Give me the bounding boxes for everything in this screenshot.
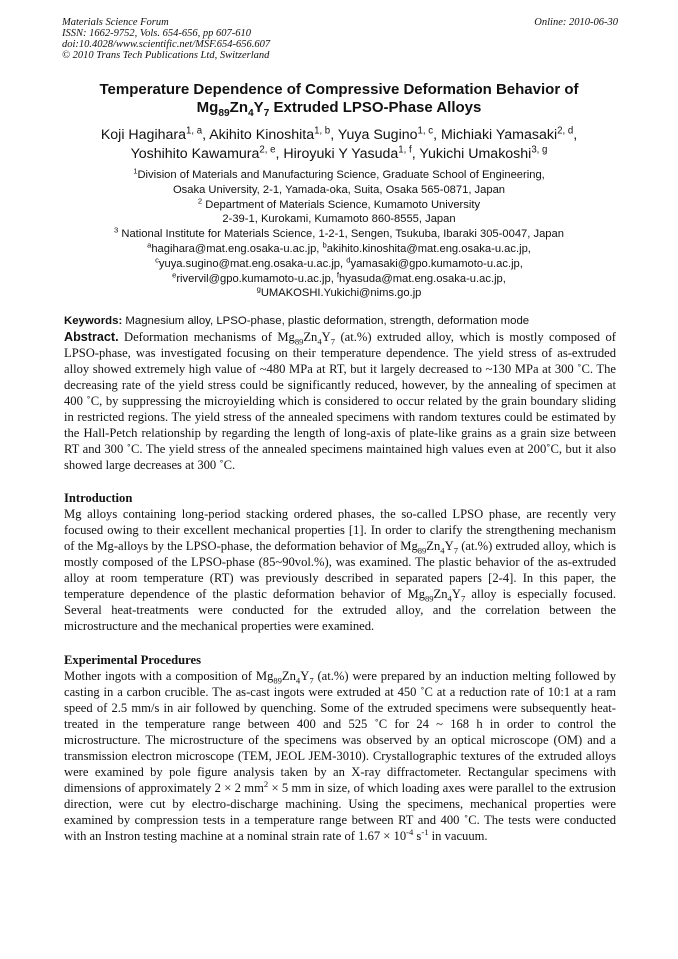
introduction-section: Introduction Mg alloys containing long-period stacking ordered phases, the so-called LPSO phase, are recently very focused owing to their excellent mechanical properties [1]. In order to clarify the strengthening mechanism of the Mg-alloys by the LPSO-phase, the deformation behavior of $Mg_{89}Zn_4Y_7$ (at.%) extruded alloy, which is mostly composed of the LPSO-phase (85~90vol.%), was examined. The plastic behavior of the as-extruded alloy at room temperature (RT) was previously described in separated papers [2-4]. In this paper, the temperature dependence of the plastic deformation behavior of $Mg_{89}Zn_4Y_7$ alloy is especially focused. Several heat-treatments were conducted for the extruded alloy, and the correlation between the microstructure and the mechanical properties were examined. (64, 491, 617, 633)
keywords-label: Keywords: (64, 315, 123, 327)
doi-line: doi:10.4028/www.scientific.net/MSF.654-656.607 (62, 39, 271, 50)
author: Michiaki Yamasaki (440, 127, 558, 143)
email: UMAKOSHI.Yukichi@nims.go.jp (260, 287, 422, 300)
affiliations: $^1$Division of Materials and Manufacturing Science, Graduate School of Engineering, Osaka University, 2-1, Yamada-oka, Suita, Osaka 565-0871, Japan $^2$ Department of Materials Science, Kumamoto University 2-39-1, Kurokami, Kumamoto 860-8555, Japan $^3$ National Institute for Materials Science, 1-2-1, Sengen, Tsukuba, Ibaraki 305-0047, Japan $^a$hagihara@mat.eng.osaka-u.ac.jp, $^b$akihito.kinoshita@mat.eng.osaka-u.ac.jp, $^c$yuya.sugino@mat.eng.osaka-u.ac.jp, $^d$yamasaki@gpo.kumamoto-u.ac.jp, $^e$rivervil@gpo.kumamoto-u.ac.jp, $^f$hyasuda@mat.eng.osaka-u.ac.jp, $^g$UMAKOSHI.Yukichi@nims.go.jp (114, 166, 564, 300)
alloy-formula: $Mg_{89}Zn_4Y_7$ (255, 669, 314, 686)
copyright-line: © 2010 Trans Tech Publications Ltd, Switzerland (62, 50, 270, 61)
section-heading: Introduction (64, 491, 133, 505)
author: Koji Hagihara (100, 127, 186, 143)
alloy-formula: $Mg_{89}Zn_4Y_7$ (407, 587, 466, 604)
author-list: Koji Hagihara$^{1, a}$, Akihito Kinoshita$^{1, b}$, Yuya Sugino$^{1, c}$, Michiaki Yamasaki$^{2, d}$, Yoshihito Kawamura$^{2, e}$, Hiroyuki Y Yasuda$^{1, f}$, Yukichi Umakoshi$^{3, g}$ (100, 125, 578, 162)
abstract: Abstract. Deformation mechanisms of $Mg_{89}Zn_4Y_7$ (at.%) extruded alloy, which is mostly composed of LPSO-phase, was investigated focusing on their temperature dependence. The yield stress of as-extruded alloy showed extremely high value of ~480 MPa at RT, but it largely decreased to ~130 MPa at 300 ˚C. The decreasing rate of the yield stress could be significantly reduced, however, by the annealing of specimen at 400 ˚C, by suppressing the microyielding which is considered to occur related by the grain boundary sliding in restricted regions. The yield stress of the annealed specimens with random textures could be estimated by the Hall-Petch relationship by regarding the length of long-axis of plate-like grains as a grain size between RT and 300 ˚C. The yield stress of the annealed specimens maintained high values even at 200˚C, but it also showed large decreases at 300 ˚C. (64, 330, 616, 472)
email: rivervil@gpo.kumamoto-u.ac.jp, (176, 272, 337, 285)
journal-name: Materials Science Forum (62, 17, 169, 28)
author: Hiroyuki Y Yasuda (283, 146, 399, 162)
affiliation-3: National Institute for Materials Science, 1-2-1, Sengen, Tsukuba, Ibaraki 305-0047, Japan (118, 228, 564, 241)
email: yamasaki@gpo.kumamoto-u.ac.jp, (350, 257, 523, 270)
alloy-formula: $Mg_{89}Zn_4Y_7$ (400, 539, 458, 556)
keywords (64, 314, 616, 329)
email: akihito.kinoshita@mat.eng.osaka-u.ac.jp, (326, 242, 531, 255)
title-line-1: Temperature Dependence of Compressive Deformation Behavior of (99, 81, 579, 98)
issn-line: ISSN: 1662-9752, Vols. 654-656, pp 607-610 (62, 28, 251, 39)
online-date: Online: 2010-06-30 (534, 17, 618, 28)
alloy-formula: $Mg_{89}Zn_4Y_7$ (277, 330, 336, 347)
keywords-text: Magnesium alloy, LPSO-phase, plastic deformation, strength, deformation mode (122, 315, 530, 327)
email: hagihara@mat.eng.osaka-u.ac.jp, (151, 242, 323, 255)
affiliation-1: Division of Materials and Manufacturing Science, Graduate School of Engineering, (137, 169, 545, 181)
email: yuya.sugino@mat.eng.osaka-u.ac.jp, (158, 257, 347, 270)
affiliation-2: Department of Materials Science, Kumamoto University (202, 198, 481, 211)
journal-header (62, 17, 618, 61)
author: Yoshihito Kawamura (130, 146, 260, 162)
author: Akihito Kinoshita (209, 127, 315, 143)
author: Yukichi Umakoshi (419, 146, 532, 162)
experimental-section: Experimental Procedures Mother ingots with a composition of $Mg_{89}Zn_4Y_7$ (at.%) were prepared by an induction melting followed by casting in a carbon crucible. The as-cast ingots were extruded at 450 ˚C at a reduction rate of 10:1 at a ram speed of 2.5 mm/s in air followed by quenching. Some of the extruded specimens were subsequently heat-treated in the temperature range between 400 and 525 ˚C for 24 ~ 168 h in order to control the microstructure. The microstructure of the specimens was observed by an optical microscope (OM) and a transmission electron microscope (TEM, JEOL JEM-3010). Crystallographic textures of the extruded alloys were examined by pole figure analysis taken by an X-ray diffractometer. Rectangular specimens with dimensions of approximately 2 × 2 $mm^2 \times 5$ mm in size, of which loading axes were parallel to the extrusion direction, were cut by electro-discharge machining. Using the specimens, mechanical properties were examined by compression tests in a temperature range between RT and 400 ˚C. The tests were conducted with an Instron testing machine at a nominal strain rate of $1.67 \times 10^{-4}$ $s^{-1}$ in vacuum. (64, 653, 617, 843)
author: Yuya Sugino (337, 127, 418, 143)
title-line-2: Extruded LPSO-Phase Alloys (269, 99, 482, 116)
email: hyasuda@mat.eng.osaka-u.ac.jp, (339, 272, 506, 285)
abstract-label: Abstract. (64, 330, 119, 344)
paper-title: Temperature Dependence of Compressive Deformation Behavior of $Mg_{89}Zn_4Y_7$ Extruded LPSO-Phase Alloys (99, 81, 579, 119)
section-heading: Experimental Procedures (64, 653, 201, 667)
